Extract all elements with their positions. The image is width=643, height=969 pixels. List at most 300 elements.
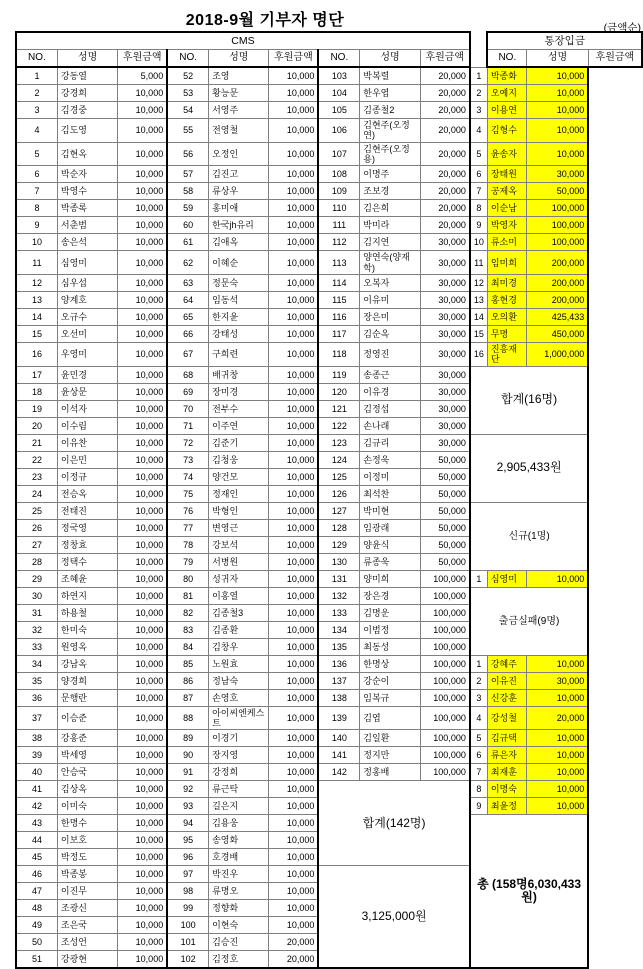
donor-no: 116 (318, 309, 359, 326)
col-header-amount: 후원금액 (588, 50, 642, 68)
donor-amount: 10,000 (269, 200, 318, 217)
donor-name: 조은국 (57, 917, 117, 934)
donor-amount: 10,000 (269, 798, 318, 815)
donor-amount: 10,000 (269, 292, 318, 309)
donor-amount: 100,000 (420, 621, 470, 638)
donor-name: 박순자 (57, 166, 117, 183)
donor-name: 이유찬 (57, 434, 117, 451)
donor-name: 이용연 (487, 102, 526, 119)
table-row (16, 102, 642, 119)
donor-amount: 10,000 (269, 234, 318, 251)
donor-name: 정택수 (57, 553, 117, 570)
donor-amount: 10,000 (118, 417, 167, 434)
donor-amount: 10,000 (118, 451, 167, 468)
section-header-row (16, 32, 642, 50)
donor-no: 9 (470, 217, 488, 234)
donor-name: 박복렬 (360, 67, 420, 85)
donor-name: 성귀자 (209, 570, 269, 587)
col-header-name: 성명 (527, 50, 588, 68)
donor-amount: 10,000 (269, 536, 318, 553)
donor-no: 69 (167, 383, 208, 400)
donor-name: 전부수 (209, 400, 269, 417)
donor-no: 107 (318, 142, 359, 166)
donor-name: 정재인 (209, 485, 269, 502)
donor-name: 김경중 (57, 102, 117, 119)
donor-amount: 10,000 (269, 102, 318, 119)
donor-amount: 10,000 (118, 764, 167, 781)
newcomer-section-label: 신규(1명) (470, 502, 588, 570)
donor-name: 변영근 (209, 519, 269, 536)
donor-amount: 100,000 (420, 587, 470, 604)
donor-name: 이혜순 (209, 251, 269, 275)
donor-name: 이홍열 (209, 587, 269, 604)
donor-name: 윤민경 (57, 366, 117, 383)
donor-amount: 10,000 (527, 781, 588, 798)
donor-name: 호경배 (209, 849, 269, 866)
donor-no: 12 (16, 275, 57, 292)
table-row (16, 292, 642, 309)
donor-name: 이진무 (57, 883, 117, 900)
donor-no: 25 (16, 502, 57, 519)
col-header-amount: 후원금액 (420, 50, 470, 68)
donor-amount: 10,000 (269, 85, 318, 102)
column-header-row (16, 50, 642, 68)
donor-amount: 10,000 (118, 604, 167, 621)
donor-no: 8 (470, 781, 488, 798)
donor-name: 정지만 (360, 747, 420, 764)
donor-name: 원영옥 (57, 638, 117, 655)
donor-amount: 10,000 (118, 655, 167, 672)
donor-no: 137 (318, 672, 359, 689)
donor-name: 이은민 (57, 451, 117, 468)
donor-name: 조영 (209, 67, 269, 85)
donor-no: 97 (167, 866, 208, 883)
donor-name: 강보석 (209, 536, 269, 553)
donor-amount: 425,433 (527, 309, 588, 326)
donor-no: 142 (318, 764, 359, 781)
donor-amount: 10,000 (269, 832, 318, 849)
donor-name: 이명주 (360, 166, 420, 183)
donor-amount: 10,000 (118, 781, 167, 798)
donor-no: 2 (470, 85, 488, 102)
donor-amount: 10,000 (118, 309, 167, 326)
donor-no: 85 (167, 655, 208, 672)
donor-amount: 10,000 (118, 383, 167, 400)
donor-amount: 10,000 (527, 142, 588, 166)
donor-name: 김규택 (487, 730, 526, 747)
donor-no: 6 (470, 747, 488, 764)
donor-name: 홍미애 (209, 200, 269, 217)
donor-amount: 10,000 (269, 781, 318, 798)
donor-name: 박종봉 (57, 866, 117, 883)
donor-amount: 10,000 (118, 638, 167, 655)
donor-name: 손나래 (360, 417, 420, 434)
donor-amount: 450,000 (527, 326, 588, 343)
donor-name: 이유진 (487, 672, 526, 689)
donor-amount: 50,000 (420, 519, 470, 536)
donor-name: 류소미 (487, 234, 526, 251)
donor-no: 91 (167, 764, 208, 781)
donor-rows (16, 67, 642, 968)
donor-name: 김도영 (57, 119, 117, 143)
donor-no: 1 (470, 570, 488, 587)
donor-name: 조성언 (57, 934, 117, 951)
donor-no: 3 (16, 102, 57, 119)
donor-name: 양미희 (360, 570, 420, 587)
donor-amount: 30,000 (420, 417, 470, 434)
donor-name: 김청웅 (209, 451, 269, 468)
donor-name: 오예지 (487, 85, 526, 102)
donor-name: 신강훈 (487, 689, 526, 706)
donor-name: 송영화 (209, 832, 269, 849)
donor-amount: 20,000 (420, 67, 470, 85)
donor-no: 5 (16, 142, 57, 166)
donor-name: 이유경 (360, 383, 420, 400)
donor-no: 5 (470, 142, 488, 166)
donor-no: 79 (167, 553, 208, 570)
bank-section-header: 통장입금 (487, 32, 642, 50)
donor-amount: 10,000 (118, 832, 167, 849)
donor-name: 심우섭 (57, 275, 117, 292)
donor-no: 2 (470, 672, 488, 689)
donor-no: 71 (167, 417, 208, 434)
donor-amount: 10,000 (118, 951, 167, 969)
donor-name: 한국jh유리 (209, 217, 269, 234)
donor-name: 오선미 (57, 326, 117, 343)
donor-name: 장은미 (360, 309, 420, 326)
donor-name: 이순남 (487, 200, 526, 217)
donor-amount: 10,000 (269, 366, 318, 383)
donor-amount: 10,000 (269, 655, 318, 672)
donor-no: 74 (167, 468, 208, 485)
donor-name: 류상우 (209, 183, 269, 200)
donor-no: 10 (470, 234, 488, 251)
donor-name: 하용철 (57, 604, 117, 621)
donor-name: 우영미 (57, 343, 117, 367)
donor-no: 31 (16, 604, 57, 621)
donor-name: 윤상문 (57, 383, 117, 400)
bank-total-label: 합계(16명) (470, 366, 588, 434)
donor-no: 34 (16, 655, 57, 672)
donor-no: 111 (318, 217, 359, 234)
donor-no: 6 (470, 166, 488, 183)
donor-no: 108 (318, 166, 359, 183)
table-row (16, 119, 642, 143)
donor-no: 125 (318, 468, 359, 485)
donor-amount: 10,000 (118, 519, 167, 536)
donor-no: 92 (167, 781, 208, 798)
donor-name: 이석자 (57, 400, 117, 417)
donor-name: 이경기 (209, 730, 269, 747)
donor-no: 109 (318, 183, 359, 200)
donor-amount: 10,000 (269, 142, 318, 166)
donor-name: 김종철3 (209, 604, 269, 621)
donor-amount: 20,000 (269, 934, 318, 951)
donor-no: 4 (470, 119, 488, 143)
donor-name: 정문숙 (209, 275, 269, 292)
donor-amount: 10,000 (118, 747, 167, 764)
donor-no: 30 (16, 587, 57, 604)
donor-name: 류종욱 (360, 553, 420, 570)
donor-name: 김정호 (209, 951, 269, 969)
donor-name: 김엽 (360, 706, 420, 730)
donor-no: 4 (16, 119, 57, 143)
donor-amount: 100,000 (420, 730, 470, 747)
table-row (16, 142, 642, 166)
col-header-no: NO. (167, 50, 208, 68)
donor-no: 59 (167, 200, 208, 217)
donor-amount: 30,000 (420, 234, 470, 251)
donor-no: 89 (167, 730, 208, 747)
donor-name: 김일환 (360, 730, 420, 747)
grand-total: 총 (158명6,030,433원) (470, 815, 588, 969)
donor-no: 49 (16, 917, 57, 934)
donor-name: 아이씨엔케스트 (209, 706, 269, 730)
section-gap (470, 32, 488, 67)
donor-amount: 30,000 (420, 275, 470, 292)
donor-amount: 100,000 (420, 706, 470, 730)
donor-name: 윤송자 (487, 142, 526, 166)
donor-no: 110 (318, 200, 359, 217)
donor-no: 131 (318, 570, 359, 587)
donor-amount: 10,000 (527, 764, 588, 781)
donor-name: 김현주(오정연) (360, 119, 420, 143)
donor-amount: 10,000 (269, 900, 318, 917)
donor-no: 50 (16, 934, 57, 951)
donor-no: 24 (16, 485, 57, 502)
table-row (16, 764, 642, 781)
donor-amount: 10,000 (269, 383, 318, 400)
donor-no: 58 (167, 183, 208, 200)
donor-no: 139 (318, 706, 359, 730)
donor-no: 33 (16, 638, 57, 655)
donor-name: 이정미 (360, 468, 420, 485)
donor-amount: 10,000 (118, 672, 167, 689)
donor-no: 78 (167, 536, 208, 553)
donor-name: 전승옥 (57, 485, 117, 502)
donor-no: 103 (318, 67, 359, 85)
donor-amount: 10,000 (527, 119, 588, 143)
donor-name: 조보경 (360, 183, 420, 200)
donor-no: 118 (318, 343, 359, 367)
donor-name: 류명오 (209, 883, 269, 900)
donor-amount: 20,000 (420, 217, 470, 234)
donor-amount: 10,000 (269, 553, 318, 570)
donor-no: 53 (167, 85, 208, 102)
donor-amount: 10,000 (269, 400, 318, 417)
donor-no: 1 (470, 67, 488, 85)
donor-no: 11 (16, 251, 57, 275)
donor-name: 김명운 (360, 604, 420, 621)
donor-amount: 10,000 (269, 251, 318, 275)
donor-name: 정향화 (209, 900, 269, 917)
donor-no: 46 (16, 866, 57, 883)
donor-no: 3 (470, 102, 488, 119)
donor-no: 84 (167, 638, 208, 655)
donor-no: 132 (318, 587, 359, 604)
donor-amount: 1,000,000 (527, 343, 588, 367)
donor-no: 22 (16, 451, 57, 468)
donor-no: 9 (470, 798, 488, 815)
donor-no: 47 (16, 883, 57, 900)
donor-name: 문행란 (57, 689, 117, 706)
donor-no: 130 (318, 553, 359, 570)
donor-no: 100 (167, 917, 208, 934)
donor-no: 43 (16, 815, 57, 832)
donor-amount: 10,000 (118, 366, 167, 383)
donor-name: 김형수 (487, 119, 526, 143)
donor-no: 11 (470, 251, 488, 275)
donor-amount: 30,000 (527, 166, 588, 183)
donor-name: 진흥재단 (487, 343, 526, 367)
donor-no: 23 (16, 468, 57, 485)
donor-amount: 10,000 (269, 706, 318, 730)
donor-no: 21 (16, 434, 57, 451)
donor-amount: 100,000 (420, 764, 470, 781)
donor-no: 86 (167, 672, 208, 689)
donor-amount: 10,000 (269, 917, 318, 934)
donor-no: 1 (16, 67, 57, 85)
donor-amount: 10,000 (118, 553, 167, 570)
table-row (16, 434, 642, 451)
donor-name: 한미숙 (57, 621, 117, 638)
donor-no: 19 (16, 400, 57, 417)
donor-amount: 10,000 (527, 798, 588, 815)
donor-name: 박종록 (57, 200, 117, 217)
donor-amount: 10,000 (527, 102, 588, 119)
donor-no: 82 (167, 604, 208, 621)
donor-amount: 10,000 (269, 502, 318, 519)
donor-amount: 10,000 (118, 485, 167, 502)
donor-amount: 10,000 (269, 119, 318, 143)
donor-amount: 30,000 (420, 383, 470, 400)
donor-no: 76 (167, 502, 208, 519)
donor-name: 한명수 (57, 815, 117, 832)
donor-name: 노원효 (209, 655, 269, 672)
donor-no: 72 (167, 434, 208, 451)
cms-total-amount: 3,125,000원 (318, 866, 469, 969)
donor-amount: 10,000 (118, 275, 167, 292)
donor-no: 73 (167, 451, 208, 468)
table-row (16, 326, 642, 343)
donor-amount: 10,000 (269, 417, 318, 434)
donor-name: 정국영 (57, 519, 117, 536)
donor-name: 강경희 (57, 85, 117, 102)
donor-amount: 100,000 (420, 689, 470, 706)
donor-no: 16 (16, 343, 57, 367)
donor-table (15, 31, 643, 969)
donor-amount: 10,000 (269, 570, 318, 587)
donor-amount: 100,000 (420, 638, 470, 655)
donor-no: 27 (16, 536, 57, 553)
donor-no: 4 (470, 706, 488, 730)
donor-name: 정영진 (360, 343, 420, 367)
donor-amount: 100,000 (527, 234, 588, 251)
donor-amount: 10,000 (269, 434, 318, 451)
donor-amount: 10,000 (527, 655, 588, 672)
donor-amount: 10,000 (269, 485, 318, 502)
donor-amount: 100,000 (527, 200, 588, 217)
donor-no: 55 (167, 119, 208, 143)
donor-amount: 10,000 (118, 343, 167, 367)
donor-name: 이수림 (57, 417, 117, 434)
table-row (16, 309, 642, 326)
donor-name: 임동석 (209, 292, 269, 309)
donor-name: 오의환 (487, 309, 526, 326)
donor-amount: 10,000 (269, 587, 318, 604)
donor-name: 김규리 (360, 434, 420, 451)
table-row (16, 67, 642, 85)
donor-no: 57 (167, 166, 208, 183)
donor-amount: 10,000 (118, 434, 167, 451)
donor-name: 강태성 (209, 326, 269, 343)
donor-name: 장태원 (487, 166, 526, 183)
donor-no: 1 (470, 655, 488, 672)
donor-amount: 20,000 (420, 85, 470, 102)
donor-name: 강성철 (487, 706, 526, 730)
donor-no: 70 (167, 400, 208, 417)
donor-no: 9 (16, 217, 57, 234)
donor-name: 한지윤 (209, 309, 269, 326)
donor-no: 8 (470, 200, 488, 217)
donor-amount: 10,000 (118, 234, 167, 251)
donor-amount: 10,000 (269, 183, 318, 200)
donor-no: 124 (318, 451, 359, 468)
donor-amount: 10,000 (269, 67, 318, 85)
donor-name: 오규수 (57, 309, 117, 326)
donor-name: 박미현 (360, 502, 420, 519)
donor-name: 황능문 (209, 85, 269, 102)
donor-name: 전태진 (57, 502, 117, 519)
donor-amount: 10,000 (527, 67, 588, 85)
donor-name: 이현숙 (209, 917, 269, 934)
donor-amount: 10,000 (118, 166, 167, 183)
donor-amount: 30,000 (527, 672, 588, 689)
donor-name: 전영철 (209, 119, 269, 143)
donor-amount: 10,000 (118, 621, 167, 638)
donor-name: 김현옥 (57, 142, 117, 166)
donor-no: 64 (167, 292, 208, 309)
donor-no: 135 (318, 638, 359, 655)
donor-name: 이미숙 (57, 798, 117, 815)
donor-no: 127 (318, 502, 359, 519)
donor-name: 김은희 (360, 200, 420, 217)
donor-no: 126 (318, 485, 359, 502)
bank-total-amount: 2,905,433원 (470, 434, 588, 502)
donor-no: 75 (167, 485, 208, 502)
col-header-amount: 후원금액 (269, 50, 318, 68)
donor-no: 44 (16, 832, 57, 849)
donor-name: 최윤정 (487, 798, 526, 815)
donor-no: 80 (167, 570, 208, 587)
donor-amount: 10,000 (118, 119, 167, 143)
cms-total-label: 합계(142명) (318, 781, 469, 866)
donor-name: 정홍배 (360, 764, 420, 781)
donor-amount: 30,000 (420, 292, 470, 309)
col-header-amount: 후원금액 (118, 50, 167, 68)
donor-no: 26 (16, 519, 57, 536)
donor-amount: 10,000 (118, 251, 167, 275)
donor-no: 136 (318, 655, 359, 672)
donor-name: 오복자 (360, 275, 420, 292)
donor-amount: 10,000 (118, 217, 167, 234)
donor-no: 115 (318, 292, 359, 309)
donor-name: 양연숙(양재학) (360, 251, 420, 275)
donor-amount: 100,000 (420, 672, 470, 689)
table-row (16, 217, 642, 234)
donor-no: 14 (470, 309, 488, 326)
donor-name: 김현주(오정용) (360, 142, 420, 166)
